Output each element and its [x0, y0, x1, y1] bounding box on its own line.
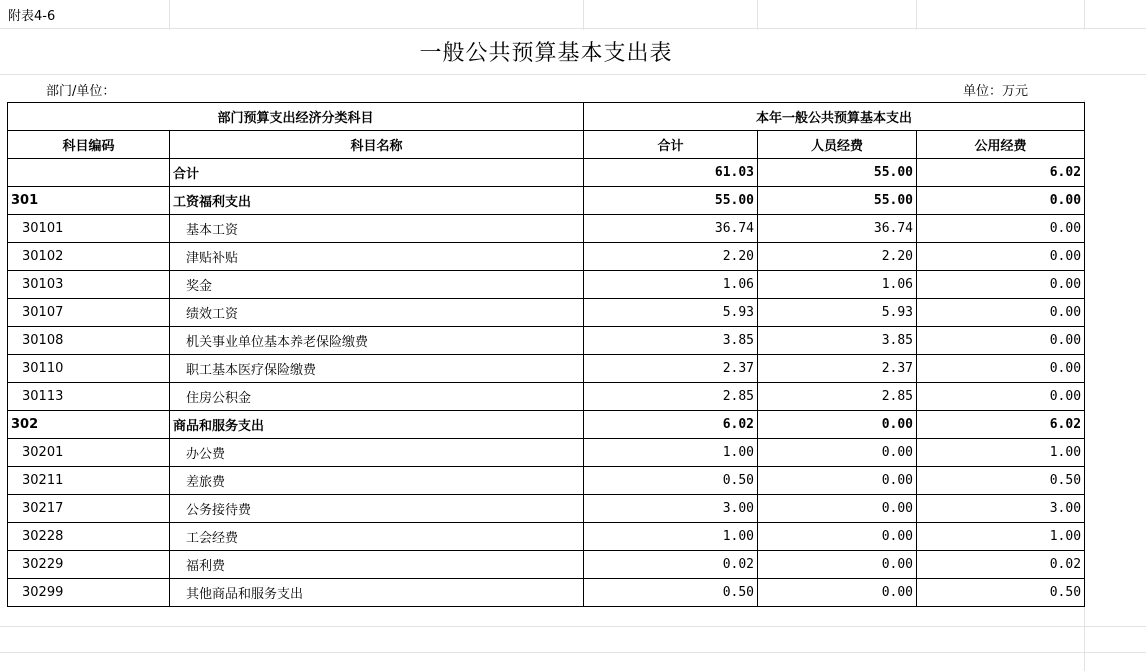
- cell-public[interactable]: 0.00: [917, 243, 1085, 271]
- table-row: [8, 159, 1085, 187]
- cell-personnel[interactable]: 2.37: [758, 355, 917, 383]
- table-row: [8, 579, 1085, 607]
- cell-code[interactable]: 30217: [8, 495, 170, 523]
- col-header-public[interactable]: 公用经费: [917, 131, 1085, 159]
- cell-code[interactable]: 30108: [8, 327, 170, 355]
- cell-total[interactable]: 3.85: [584, 327, 758, 355]
- cell-public[interactable]: 6.02: [917, 411, 1085, 439]
- table-row: [8, 355, 1085, 383]
- cell-name[interactable]: 工会经费: [170, 523, 584, 551]
- cell-personnel[interactable]: 55.00: [758, 187, 917, 215]
- cell-name[interactable]: 合计: [170, 159, 584, 187]
- table-row: [8, 551, 1085, 579]
- cell-public[interactable]: 0.00: [917, 355, 1085, 383]
- cell-code[interactable]: 30228: [8, 523, 170, 551]
- cell-total[interactable]: 1.00: [584, 439, 758, 467]
- cell-public[interactable]: 6.02: [917, 159, 1085, 187]
- cell-name[interactable]: 奖金: [170, 271, 584, 299]
- cell-public[interactable]: 0.00: [917, 299, 1085, 327]
- cell-personnel[interactable]: 1.06: [758, 271, 917, 299]
- cell-total[interactable]: 0.50: [584, 467, 758, 495]
- table-row: [8, 467, 1085, 495]
- cell-name[interactable]: 职工基本医疗保险缴费: [170, 355, 584, 383]
- cell-personnel[interactable]: 2.20: [758, 243, 917, 271]
- cell-code[interactable]: 30299: [8, 579, 170, 607]
- group-header-right[interactable]: 本年一般公共预算基本支出: [584, 103, 1085, 131]
- cell-code[interactable]: 30113: [8, 383, 170, 411]
- table-row: [8, 243, 1085, 271]
- col-header-personnel[interactable]: 人员经费: [758, 131, 917, 159]
- table-row: [8, 327, 1085, 355]
- cell-code[interactable]: 30229: [8, 551, 170, 579]
- col-header-name[interactable]: 科目名称: [170, 131, 584, 159]
- cell-personnel[interactable]: 0.00: [758, 551, 917, 579]
- cell-personnel[interactable]: 0.00: [758, 467, 917, 495]
- budget-table: [7, 102, 1085, 607]
- cell-name[interactable]: 福利费: [170, 551, 584, 579]
- cell-personnel[interactable]: 36.74: [758, 215, 917, 243]
- cell-name[interactable]: 津贴补贴: [170, 243, 584, 271]
- cell-public[interactable]: 0.00: [917, 383, 1085, 411]
- cell-total[interactable]: 5.93: [584, 299, 758, 327]
- cell-name[interactable]: 差旅费: [170, 467, 584, 495]
- cell-code[interactable]: [8, 159, 170, 187]
- cell-public[interactable]: 0.50: [917, 579, 1085, 607]
- table-group-header-row: [8, 103, 1085, 131]
- cell-personnel[interactable]: 0.00: [758, 495, 917, 523]
- cell-total[interactable]: 0.50: [584, 579, 758, 607]
- cell-public[interactable]: 1.00: [917, 523, 1085, 551]
- cell-personnel[interactable]: 55.00: [758, 159, 917, 187]
- cell-total[interactable]: 6.02: [584, 411, 758, 439]
- cell-code[interactable]: 30103: [8, 271, 170, 299]
- cell-total[interactable]: 2.37: [584, 355, 758, 383]
- table-row: [8, 187, 1085, 215]
- table-row: [8, 439, 1085, 467]
- table-row: [8, 523, 1085, 551]
- sheet-label: 附表4-6: [8, 9, 56, 24]
- cell-name[interactable]: 办公费: [170, 439, 584, 467]
- cell-public[interactable]: 0.50: [917, 467, 1085, 495]
- group-header-left[interactable]: 部门预算支出经济分类科目: [8, 103, 584, 131]
- cell-name[interactable]: 基本工资: [170, 215, 584, 243]
- cell-personnel[interactable]: 0.00: [758, 411, 917, 439]
- cell-total[interactable]: 1.06: [584, 271, 758, 299]
- unit-label: 单位：万元: [963, 84, 1029, 99]
- department-label: 部门/单位：: [46, 84, 116, 99]
- cell-name[interactable]: 其他商品和服务支出: [170, 579, 584, 607]
- cell-name[interactable]: 工资福利支出: [170, 187, 584, 215]
- cell-total[interactable]: 61.03: [584, 159, 758, 187]
- cell-name[interactable]: 绩效工资: [170, 299, 584, 327]
- cell-personnel[interactable]: 0.00: [758, 439, 917, 467]
- cell-code[interactable]: 30101: [8, 215, 170, 243]
- cell-total[interactable]: 55.00: [584, 187, 758, 215]
- cell-name[interactable]: 住房公积金: [170, 383, 584, 411]
- cell-code[interactable]: 30102: [8, 243, 170, 271]
- cell-public[interactable]: 1.00: [917, 439, 1085, 467]
- table-row: [8, 299, 1085, 327]
- table-row: [8, 383, 1085, 411]
- cell-public[interactable]: 0.00: [917, 187, 1085, 215]
- cell-public[interactable]: 0.00: [917, 327, 1085, 355]
- cell-code[interactable]: 30201: [8, 439, 170, 467]
- table-row: [8, 495, 1085, 523]
- col-header-total[interactable]: 合计: [584, 131, 758, 159]
- cell-public[interactable]: 0.02: [917, 551, 1085, 579]
- cell-public[interactable]: 0.00: [917, 215, 1085, 243]
- cell-code[interactable]: 301: [8, 187, 170, 215]
- cell-personnel[interactable]: 0.00: [758, 523, 917, 551]
- cell-personnel[interactable]: 0.00: [758, 579, 917, 607]
- cell-public[interactable]: 0.00: [917, 271, 1085, 299]
- cell-code[interactable]: 30211: [8, 467, 170, 495]
- cell-total[interactable]: 0.02: [584, 551, 758, 579]
- cell-personnel[interactable]: 2.85: [758, 383, 917, 411]
- cell-code[interactable]: 30107: [8, 299, 170, 327]
- cell-public[interactable]: 3.00: [917, 495, 1085, 523]
- cell-total[interactable]: 3.00: [584, 495, 758, 523]
- cell-name[interactable]: 机关事业单位基本养老保险缴费: [170, 327, 584, 355]
- table-row: [8, 215, 1085, 243]
- table-column-header-row: [8, 131, 1085, 159]
- table-row: [8, 271, 1085, 299]
- cell-total[interactable]: 36.74: [584, 215, 758, 243]
- table-row: [8, 411, 1085, 439]
- cell-total[interactable]: 1.00: [584, 523, 758, 551]
- page-title: 一般公共预算基本支出表: [419, 41, 673, 66]
- cell-personnel[interactable]: 5.93: [758, 299, 917, 327]
- cell-name[interactable]: 商品和服务支出: [170, 411, 584, 439]
- cell-total[interactable]: 2.20: [584, 243, 758, 271]
- cell-name[interactable]: 公务接待费: [170, 495, 584, 523]
- cell-code[interactable]: 30110: [8, 355, 170, 383]
- col-header-code[interactable]: 科目编码: [8, 131, 170, 159]
- cell-personnel[interactable]: 3.85: [758, 327, 917, 355]
- cell-code[interactable]: 302: [8, 411, 170, 439]
- cell-total[interactable]: 2.85: [584, 383, 758, 411]
